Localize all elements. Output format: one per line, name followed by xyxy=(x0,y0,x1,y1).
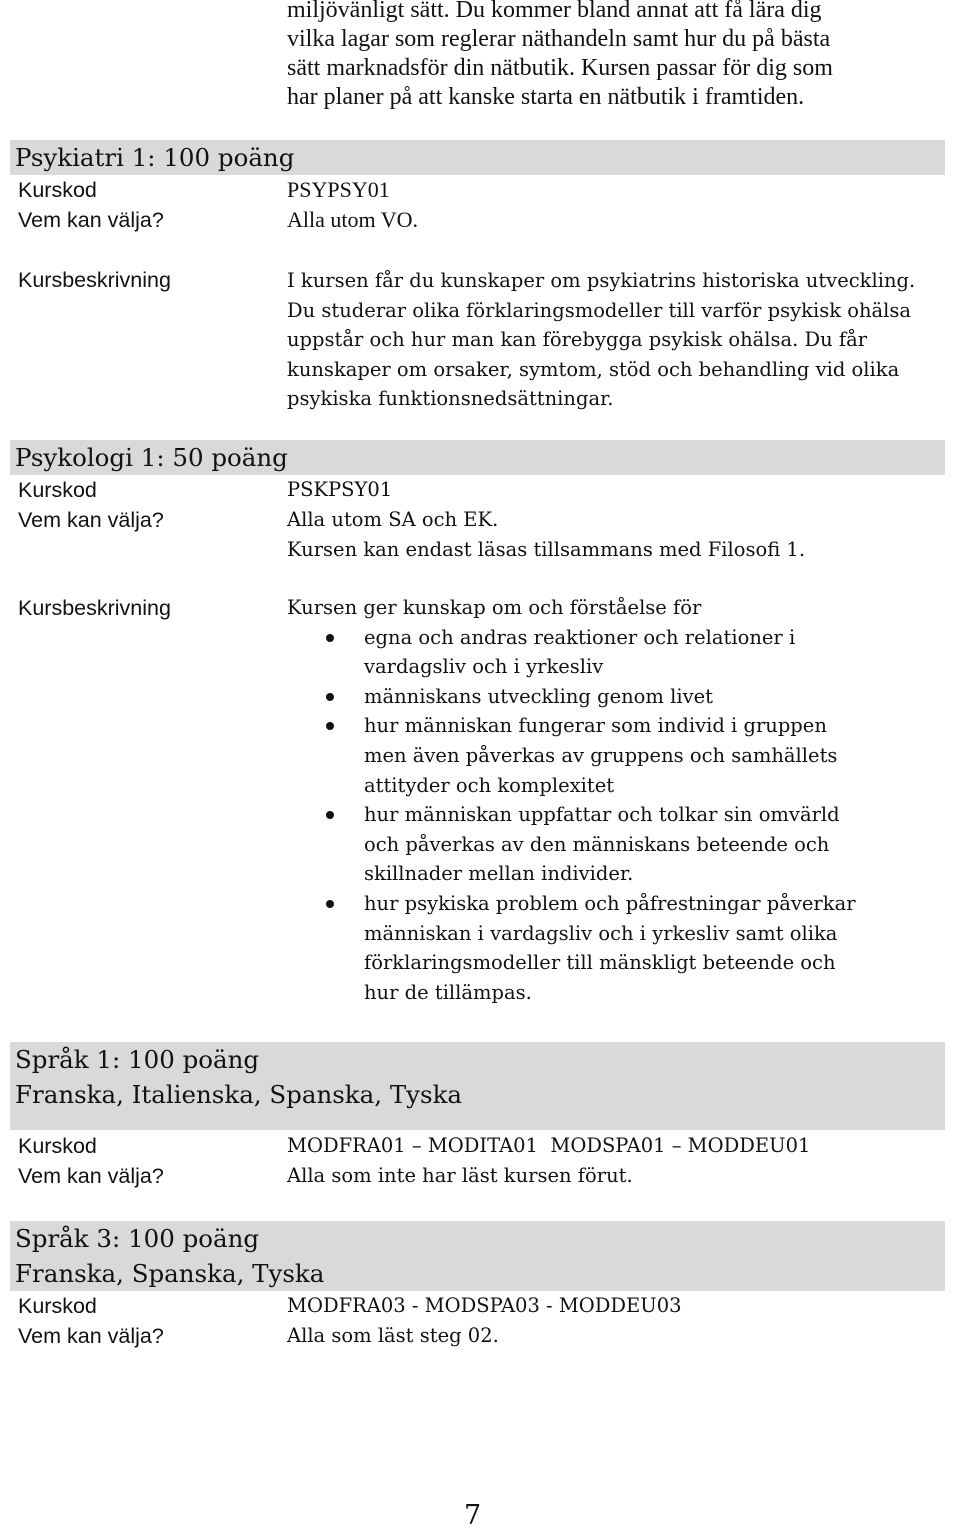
intro-line: miljövänligt sätt. Du kommer bland annat att få lära dig xyxy=(287,0,822,23)
vem-kan-valja-value: Alla som läst steg 02. xyxy=(287,1324,499,1347)
list-item xyxy=(287,682,869,712)
list-item-text: egna och andras reaktioner och relationer i vardagsliv och i yrkesliv xyxy=(364,625,796,679)
kurskod-label: Kurskod xyxy=(18,1294,97,1318)
heading-line: Franska, Italienska, Spanska, Tyska xyxy=(15,1080,463,1109)
description: I kursen får du kunskaper om psykiatrins historiska utveckling. Du studerar olika förklaringsmodeller till varför psykisk ohälsa uppstår och hur man kan förebygga psykisk ohälsa. Du får kunskaper om orsaker, symtom, stöd och behandling vid olika psykiska funktionsnedsättningar. xyxy=(287,269,916,411)
kurskod-value: PSYPSY01 xyxy=(287,177,390,202)
list-item-text: människans utveckling genom livet xyxy=(364,684,713,708)
bullet-icon xyxy=(326,634,334,642)
kurskod-value: MODFRA01 – MODITA01 MODSPA01 – MODDEU01 xyxy=(287,1134,811,1157)
course-heading-psykologi: Psykologi 1: 50 poäng xyxy=(10,440,945,475)
kursbeskrivning-text xyxy=(287,593,942,1007)
course-heading-sprak3 xyxy=(10,1221,945,1291)
vem-kan-valja-value: Alla som inte har läst kursen förut. xyxy=(287,1164,633,1187)
kursbeskrivning-label: Kursbeskrivning xyxy=(18,268,171,292)
intro-paragraph xyxy=(287,0,937,112)
kursbeskrivning-label: Kursbeskrivning xyxy=(18,596,171,620)
list-item-text: hur människan fungerar som individ i gruppen men även påverkas av gruppens och samhällets attityder och komplexitet xyxy=(364,714,838,797)
intro-line: har planer på att kanske starta en nätbutik i framtiden. xyxy=(287,84,805,110)
course-heading-sprak1 xyxy=(10,1042,945,1130)
kursbeskrivning-text xyxy=(287,266,942,414)
list-item xyxy=(287,623,869,682)
vem-kan-valja-value: Alla utom VO. xyxy=(287,207,418,232)
kurskod-label: Kurskod xyxy=(18,478,97,502)
page-number: 7 xyxy=(464,1500,482,1531)
vem-kan-valja-label: Vem kan välja? xyxy=(18,508,164,532)
kurskod-label: Kurskod xyxy=(18,1134,97,1158)
bullet-icon xyxy=(326,811,334,819)
heading-line: Franska, Spanska, Tyska xyxy=(15,1259,325,1288)
course-heading-psykiatri: Psykiatri 1: 100 poäng xyxy=(10,140,945,175)
bullet-icon xyxy=(326,693,334,701)
bullet-icon xyxy=(326,722,334,730)
vem-kan-valja-label: Vem kan välja? xyxy=(18,208,164,232)
heading-line: Språk 3: 100 poäng xyxy=(15,1224,260,1253)
list-item xyxy=(287,889,869,1007)
heading-line: Språk 1: 100 poäng xyxy=(15,1045,260,1074)
eligibility: Alla utom SA och EK. xyxy=(287,508,499,531)
kurskod-label: Kurskod xyxy=(18,178,97,202)
bullet-list xyxy=(287,623,942,1008)
vem-kan-valja-label: Vem kan välja? xyxy=(18,1324,164,1348)
vem-kan-valja-value xyxy=(287,505,942,564)
description-intro: Kursen ger kunskap om och förståelse för xyxy=(287,596,702,619)
vem-kan-valja-label: Vem kan välja? xyxy=(18,1164,164,1188)
intro-line: sätt marknadsför din nätbutik. Kursen passar för dig som xyxy=(287,55,833,81)
list-item-text: hur människan uppfattar och tolkar sin omvärld och påverkas av den människans beteende och skillnader mellan individer. xyxy=(364,803,840,886)
intro-line: vilka lagar som reglerar näthandeln samt hur du på bästa xyxy=(287,26,831,52)
kurskod-value: PSKPSY01 xyxy=(287,478,393,501)
bullet-icon xyxy=(326,900,334,908)
list-item xyxy=(287,711,869,800)
list-item-text: hur psykiska problem och påfrestningar påverkar människan i vardagsliv och i yrkesliv samt olika förklaringsmodeller till mänskligt beteende och hur de tillämpas. xyxy=(364,891,856,1004)
list-item xyxy=(287,800,869,889)
kurskod-value: MODFRA03 - MODSPA03 - MODDEU03 xyxy=(287,1294,682,1317)
eligibility-note: Kursen kan endast läsas tillsammans med Filosofi 1. xyxy=(287,537,806,561)
